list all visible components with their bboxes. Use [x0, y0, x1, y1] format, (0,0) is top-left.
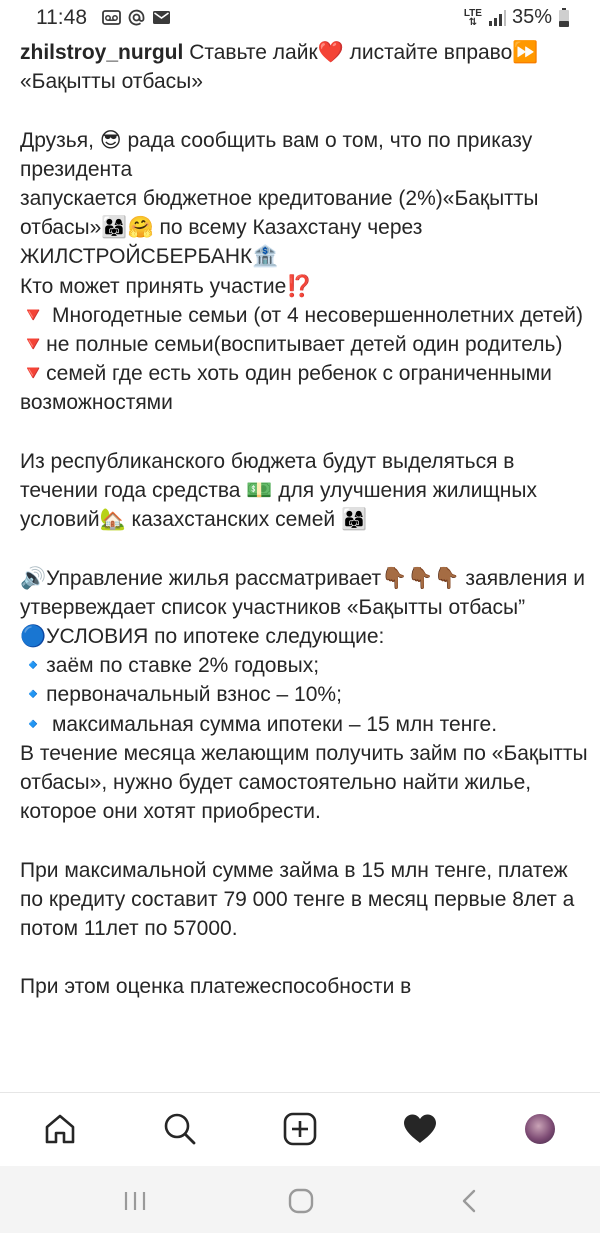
- caption-blank: [20, 826, 590, 855]
- recent-apps-icon: [122, 1189, 148, 1213]
- caption-line-14: 🔹заём по ставке 2% годовых;: [20, 654, 320, 678]
- nav-new-post[interactable]: [280, 1109, 320, 1149]
- nav-search[interactable]: [160, 1109, 200, 1149]
- battery-icon: [558, 8, 570, 28]
- caption-line-7: 🔻не полные семьи(воспитывает детей один родитель): [20, 333, 563, 357]
- heart-icon: [402, 1113, 438, 1145]
- caption-line-17: В течение месяца желающим получить займ по «Бақытты отбасы», нужно будет самостоятельно найти жилье, которое они хотят приобрести.: [20, 741, 588, 824]
- nav-activity[interactable]: [400, 1109, 440, 1149]
- plus-square-icon: [283, 1112, 317, 1146]
- caption-blank: [20, 534, 590, 563]
- home-circle-icon: [287, 1187, 315, 1215]
- notification-icons: [102, 9, 171, 26]
- caption-line-8: 🔻семей где есть хоть один ребенок с ограниченными возможностями: [20, 362, 552, 415]
- caption-line-4: запускается бюджетное кредитование (2%)«Бақытты отбасы»👨‍👩‍👧🤗 по всему Казахстану через ЖИЛСТРОЙСБЕРБАНК🏦: [20, 187, 539, 269]
- signal-icon: [488, 9, 506, 27]
- caption-line-15: 🔹первоначальный взнос – 10%;: [20, 683, 342, 707]
- caption-line-10: Из республиканского бюджета будут выделяться в течении года средства 💵 для улучшения жилищных условий🏡 казахстанских семей 👨‍👩‍👧: [20, 449, 537, 532]
- caption-line-12: 🔊Управление жилья рассматривает👇🏾👇🏾👇🏾 заявления и утвервеждает список участников «Бақытты отбасы”: [20, 566, 585, 619]
- caption-blank: [20, 943, 590, 972]
- lte-indicator: [464, 9, 482, 27]
- search-icon: [163, 1112, 197, 1146]
- caption-blank: [20, 96, 590, 125]
- back-button[interactable]: [454, 1186, 484, 1216]
- system-navigation-bar: [0, 1166, 600, 1233]
- recent-apps-button[interactable]: [120, 1186, 150, 1216]
- caption-line-1: «Бақытты отбасы»: [20, 70, 203, 94]
- at-sign-icon: [127, 9, 146, 26]
- battery-percent: 35%: [511, 6, 552, 28]
- status-time: 11:48: [36, 6, 87, 29]
- home-button[interactable]: [286, 1186, 316, 1216]
- nav-profile[interactable]: [520, 1109, 560, 1149]
- bottom-navigation: [0, 1092, 600, 1166]
- caption-line-21: При этом оценка платежеспособности в: [20, 975, 412, 999]
- network-type: LTE: [463, 7, 482, 19]
- caption-blank: [20, 418, 590, 447]
- caption-line-19: При максимальной сумме займа в 15 млн тенге, платеж по кредиту составит 79 000 тенге в месяц первые 8лет а потом 11лет по 57000.: [20, 858, 575, 941]
- caption-text: Ставьте лайк❤️ листайте вправо⏩: [189, 41, 539, 64]
- caption-line-16: 🔹 максимальная сумма ипотеки – 15 млн тенге.: [20, 712, 498, 736]
- caption-line-3: Друзья, 😎 рада сообщить вам о том, что по приказу президента: [20, 128, 533, 181]
- email-icon: [152, 9, 171, 26]
- nav-home[interactable]: [40, 1109, 80, 1149]
- voicemail-icon: [102, 9, 121, 26]
- system-status: [464, 6, 570, 29]
- avatar: [525, 1114, 555, 1144]
- caption-line-5: Кто может принять участие⁉️: [20, 274, 313, 298]
- back-icon: [457, 1188, 481, 1214]
- data-arrows-icon: ⇅: [468, 16, 478, 28]
- post-username[interactable]: zhilstroy_nurgul: [20, 41, 184, 64]
- post-caption: [20, 38, 590, 1002]
- caption-line-6: 🔻 Многодетные семьи (от 4 несовершеннолетних детей): [20, 303, 583, 327]
- status-bar: [0, 0, 600, 36]
- caption-line-0: [20, 38, 590, 67]
- home-icon: [43, 1112, 77, 1146]
- caption-line-13: 🔵УСЛОВИЯ по ипотеке следующие:: [20, 625, 385, 649]
